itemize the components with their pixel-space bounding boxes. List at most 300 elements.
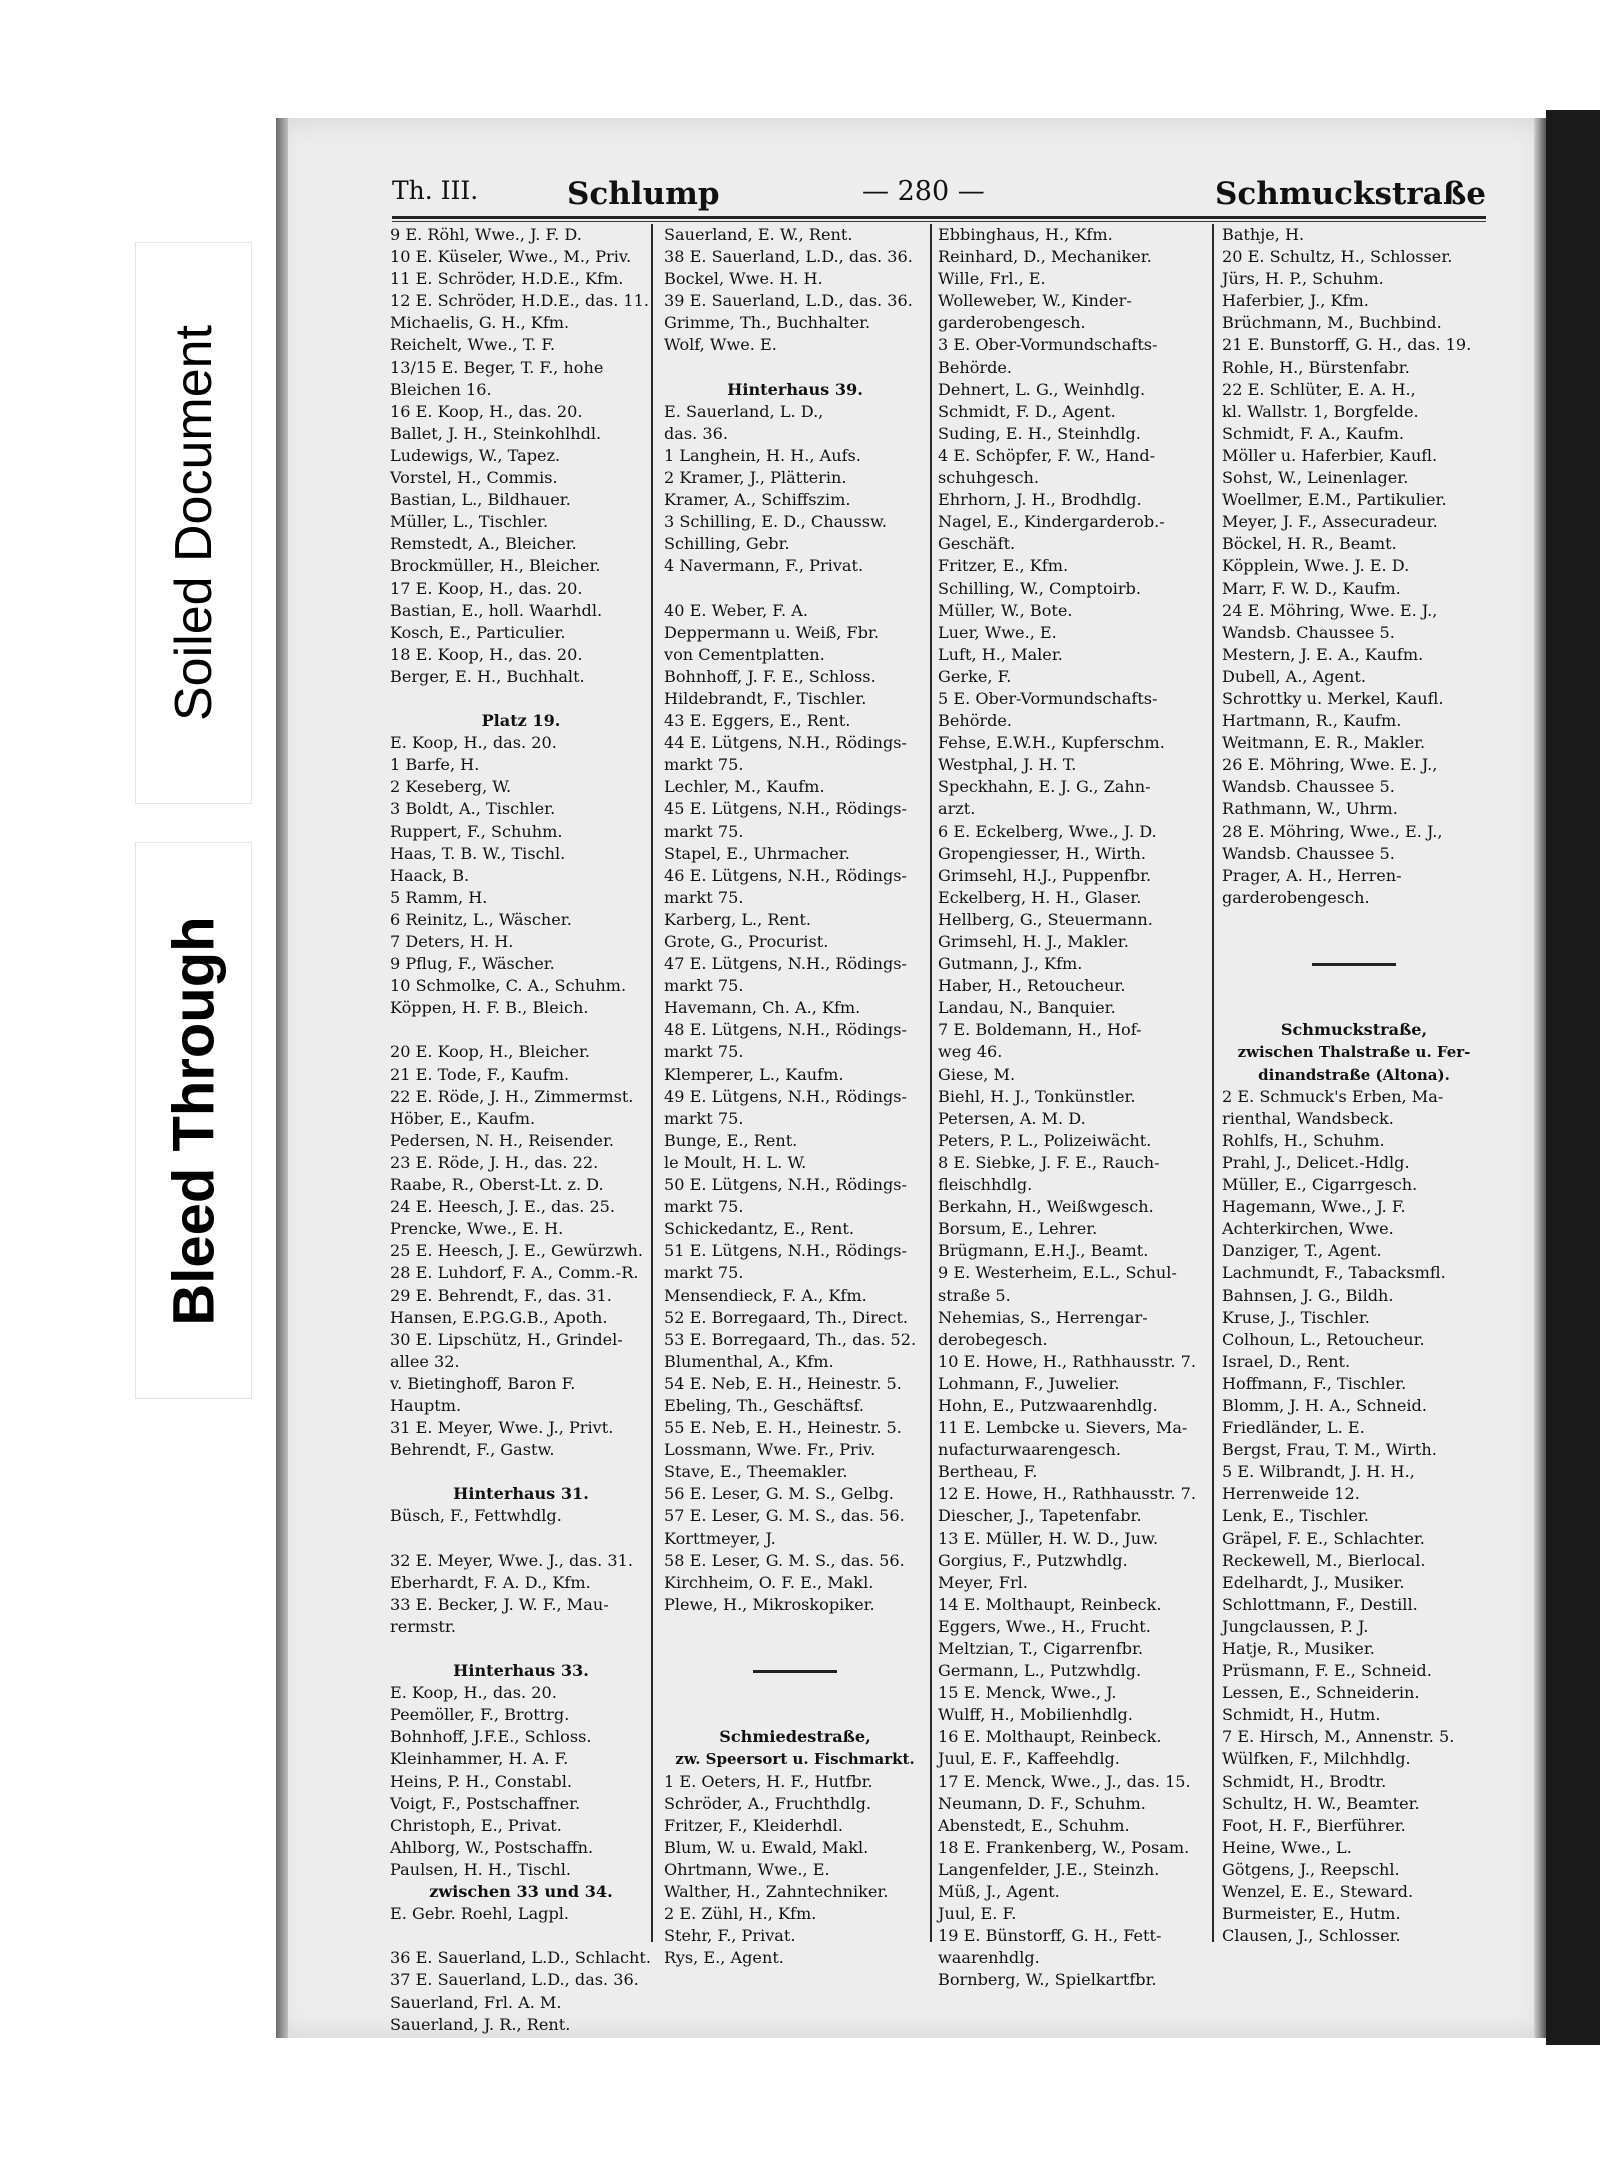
directory-entry: 10 E. Küseler, Wwe., M., Priv. bbox=[390, 247, 632, 267]
directory-entry: 10 E. Howe, H., Rathhausstr. 7. bbox=[938, 1351, 1196, 1371]
directory-entry: markt 75. bbox=[664, 821, 744, 841]
directory-entry: 18 E. Frankenberg, W., Posam. bbox=[938, 1837, 1190, 1857]
directory-entry: Hansen, E.P.G.G.B., Apoth. bbox=[390, 1307, 608, 1327]
directory-entry: Wülfken, F., Milchhdlg. bbox=[1222, 1749, 1411, 1769]
directory-entry: Wille, Frl., E. bbox=[938, 269, 1046, 289]
directory-entry: Suding, E. H., Steinhdlg. bbox=[938, 423, 1141, 443]
directory-entry: Müller, W., Bote. bbox=[938, 600, 1073, 620]
directory-entry: 31 E. Meyer, Wwe. J., Privt. bbox=[390, 1418, 614, 1438]
directory-entry: Voigt, F., Postschaffner. bbox=[390, 1793, 581, 1813]
directory-entry: markt 75. bbox=[664, 1042, 744, 1062]
directory-entry: 25 E. Heesch, J. E., Gewürzwh. bbox=[390, 1241, 644, 1261]
directory-entry: Sohst, W., Leinenlager. bbox=[1222, 468, 1409, 488]
directory-entry: 2 Kramer, J., Plätterin. bbox=[664, 468, 847, 488]
directory-entry: Behörde. bbox=[938, 357, 1013, 377]
directory-entry: Israel, D., Rent. bbox=[1222, 1351, 1351, 1371]
directory-entry: Stave, E., Theemakler. bbox=[664, 1462, 848, 1482]
directory-entry: markt 75. bbox=[664, 1197, 744, 1217]
directory-entry: Marr, F. W. D., Kaufm. bbox=[1222, 578, 1401, 598]
section-separator bbox=[664, 1660, 926, 1682]
directory-entry: Hartmann, R., Kaufm. bbox=[1222, 711, 1402, 731]
directory-entry: Paulsen, H. H., Tischl. bbox=[390, 1859, 572, 1879]
directory-entry: Höber, E., Kaufm. bbox=[390, 1108, 536, 1128]
directory-entry: Fehse, E.W.H., Kupferschm. bbox=[938, 733, 1165, 753]
directory-entry: 20 E. Schultz, H., Schlosser. bbox=[1222, 247, 1453, 267]
directory-entry: Brügmann, E.H.J., Beamt. bbox=[938, 1241, 1149, 1261]
page-number: — 280 — bbox=[862, 176, 985, 207]
directory-entry: 1 Barfe, H. bbox=[390, 755, 480, 775]
directory-entry: Deppermann u. Weiß, Fbr. bbox=[664, 622, 879, 642]
directory-entry: 26 E. Möhring, Wwe. E. J., bbox=[1222, 755, 1438, 775]
directory-entry: 4 Navermann, F., Privat. bbox=[664, 556, 864, 576]
directory-entry: Gorgius, F., Putzwhdlg. bbox=[938, 1550, 1128, 1570]
directory-entry: Heine, Wwe., L. bbox=[1222, 1837, 1352, 1857]
section-heading: Platz 19. bbox=[481, 711, 561, 731]
directory-entry: E. Koop, H., das. 20. bbox=[390, 733, 557, 753]
directory-entry: Neumann, D. F., Schuhm. bbox=[938, 1793, 1146, 1813]
directory-entry: Schrottky u. Merkel, Kaufl. bbox=[1222, 688, 1444, 708]
directory-entry: Germann, L., Putzwhdlg. bbox=[938, 1661, 1142, 1681]
directory-entry: Reinhard, D., Mechaniker. bbox=[938, 247, 1152, 267]
directory-entry: 13 E. Müller, H. W. D., Juw. bbox=[938, 1528, 1159, 1548]
directory-entry: 8 E. Siebke, J. F. E., Rauch- bbox=[938, 1152, 1160, 1172]
directory-entry: Prager, A. H., Herren- bbox=[1222, 865, 1402, 885]
directory-entry: das. 36. bbox=[664, 423, 728, 443]
directory-entry: von Cementplatten. bbox=[664, 644, 825, 664]
directory-entry: 12 E. Schröder, H.D.E., das. 11. bbox=[390, 291, 650, 311]
section-separator bbox=[1222, 953, 1486, 975]
directory-entry: Heins, P. H., Constabl. bbox=[390, 1771, 572, 1791]
book-spine bbox=[1546, 110, 1600, 2045]
directory-entry: Plewe, H., Mikroskopiker. bbox=[664, 1594, 875, 1614]
directory-entry: Stehr, F., Privat. bbox=[664, 1926, 796, 1946]
directory-entry: 4 E. Schöpfer, F. W., Hand- bbox=[938, 445, 1156, 465]
directory-entry: 36 E. Sauerland, L.D., Schlacht. bbox=[390, 1948, 652, 1968]
directory-entry: Behörde. bbox=[938, 711, 1013, 731]
directory-entry: Sauerland, E. W., Rent. bbox=[664, 225, 853, 244]
directory-entry: Rys, E., Agent. bbox=[664, 1948, 784, 1968]
directory-entry: Havemann, Ch. A., Kfm. bbox=[664, 998, 861, 1018]
directory-entry: 7 E. Hirsch, M., Annenstr. 5. bbox=[1222, 1727, 1455, 1747]
directory-entry: Eggers, Wwe., H., Frucht. bbox=[938, 1616, 1151, 1636]
directory-entry: Bahnsen, J. G., Bildh. bbox=[1222, 1285, 1394, 1305]
directory-entry: Diescher, J., Tapetenfabr. bbox=[938, 1506, 1142, 1526]
directory-entry: Haack, B. bbox=[390, 865, 470, 885]
directory-entry: Köppen, H. F. B., Bleich. bbox=[390, 998, 589, 1018]
directory-entry: 11 E. Lembcke u. Sievers, Ma- bbox=[938, 1418, 1188, 1438]
directory-entry: Möller u. Haferbier, Kaufl. bbox=[1222, 445, 1438, 465]
directory-entry: 58 E. Leser, G. M. S., das. 56. bbox=[664, 1550, 905, 1570]
directory-entry: Bergst, Frau, T. M., Wirth. bbox=[1222, 1440, 1437, 1460]
directory-entry: Edelhardt, J., Musiker. bbox=[1222, 1572, 1405, 1592]
directory-entry: Achterkirchen, Wwe. bbox=[1222, 1219, 1394, 1239]
directory-entry: Ahlborg, W., Postschaffn. bbox=[390, 1837, 594, 1857]
directory-entry: 18 E. Koop, H., das. 20. bbox=[390, 644, 583, 664]
directory-entry: 5 E. Ober-Vormundschafts- bbox=[938, 688, 1158, 708]
section-heading: zwischen 33 und 34. bbox=[429, 1882, 613, 1902]
directory-entry: 52 E. Borregaard, Th., Direct. bbox=[664, 1307, 909, 1327]
directory-entry: Ohrtmann, Wwe., E. bbox=[664, 1859, 830, 1879]
directory-entry: Gräpel, F. E., Schlachter. bbox=[1222, 1528, 1425, 1548]
directory-entry: Bunge, E., Rent. bbox=[664, 1130, 798, 1150]
directory-entry: Büsch, F., Fettwhdlg. bbox=[390, 1506, 562, 1526]
directory-entry: Schmidt, F. A., Kaufm. bbox=[1222, 423, 1404, 443]
directory-entry: Rathmann, W., Uhrm. bbox=[1222, 799, 1398, 819]
blank-line bbox=[390, 1019, 652, 1041]
directory-entry: 9 Pflug, F., Wäscher. bbox=[390, 954, 555, 974]
bleed-through-label-box bbox=[135, 842, 252, 1399]
directory-entry: 39 E. Sauerland, L.D., das. 36. bbox=[664, 291, 913, 311]
directory-entry: Giese, M. bbox=[938, 1064, 1016, 1084]
directory-entry: kl. Wallstr. 1, Borgfelde. bbox=[1222, 401, 1419, 421]
blank-line bbox=[390, 1925, 652, 1947]
directory-entry: Westphal, J. H. T. bbox=[938, 755, 1077, 775]
directory-entry: Blomm, J. H. A., Schneid. bbox=[1222, 1395, 1427, 1415]
directory-entry: Lohmann, F., Juwelier. bbox=[938, 1373, 1120, 1393]
directory-entry: Hoffmann, F., Tischler. bbox=[1222, 1373, 1407, 1393]
directory-entry: Lessen, E., Schneiderin. bbox=[1222, 1683, 1420, 1703]
directory-entry: Ruppert, F., Schuhm. bbox=[390, 821, 563, 841]
directory-entry: 21 E. Tode, F., Kaufm. bbox=[390, 1064, 570, 1084]
directory-entry: Blum, W. u. Ewald, Makl. bbox=[664, 1837, 869, 1857]
directory-entry: Grimsehl, H. J., Makler. bbox=[938, 932, 1129, 951]
directory-entry: Nehemias, S., Herrengar- bbox=[938, 1307, 1148, 1327]
directory-entry: 2 E. Schmuck's Erben, Ma- bbox=[1222, 1086, 1444, 1106]
directory-entry: 43 E. Eggers, E., Rent. bbox=[664, 711, 851, 731]
directory-entry: straße 5. bbox=[938, 1285, 1011, 1305]
directory-entry: Walther, H., Zahntechniker. bbox=[664, 1882, 889, 1902]
directory-entry: 23 E. Röde, J. H., das. 22. bbox=[390, 1152, 599, 1172]
directory-entry: Bastian, E., holl. Waarhdl. bbox=[390, 600, 603, 620]
directory-entry: v. Bietinghoff, Baron F. bbox=[390, 1373, 576, 1393]
blank-line bbox=[664, 1616, 926, 1638]
directory-entry: Berger, E. H., Buchhalt. bbox=[390, 666, 585, 686]
directory-entry: Korttmeyer, J. bbox=[664, 1528, 776, 1548]
directory-entry: waarenhdlg. bbox=[938, 1948, 1040, 1968]
directory-entry: 20 E. Koop, H., Bleicher. bbox=[390, 1042, 591, 1062]
directory-entry: 21 E. Bunstorff, G. H., das. 19. bbox=[1222, 335, 1472, 355]
directory-entry: 47 E. Lütgens, N.H., Rödings- bbox=[664, 954, 907, 974]
directory-entry: 10 Schmolke, C. A., Schuhm. bbox=[390, 976, 627, 996]
directory-entry: garderobengesch. bbox=[938, 313, 1086, 333]
directory-entry: 24 E. Möhring, Wwe. E. J., bbox=[1222, 600, 1438, 620]
right-running-title: Schmuckstraße bbox=[1215, 176, 1486, 212]
directory-entry: Berkahn, H., Weißwgesch. bbox=[938, 1197, 1154, 1217]
blank-line bbox=[664, 1638, 926, 1660]
directory-entry: nufacturwaarengesch. bbox=[938, 1440, 1121, 1460]
directory-entry: arzt. bbox=[938, 799, 976, 819]
directory-entry: 28 E. Möhring, Wwe., E. J., bbox=[1222, 821, 1443, 841]
directory-entry: 1 Langhein, H. H., Aufs. bbox=[664, 445, 861, 465]
directory-column-3 bbox=[938, 224, 1200, 1990]
directory-entry: Biehl, H. J., Tonkünstler. bbox=[938, 1086, 1136, 1106]
directory-entry: Jürs, H. P., Schuhm. bbox=[1222, 269, 1384, 289]
directory-entry: Nagel, E., Kindergarderob.- bbox=[938, 512, 1165, 532]
directory-entry: Schröder, A., Fruchthdlg. bbox=[664, 1793, 872, 1813]
directory-entry: Meyer, J. F., Assecuradeur. bbox=[1222, 512, 1438, 532]
directory-entry: 44 E. Lütgens, N.H., Rödings- bbox=[664, 733, 907, 753]
directory-entry: weg 46. bbox=[938, 1042, 1003, 1062]
directory-entry: Prüsmann, F. E., Schneid. bbox=[1222, 1661, 1432, 1681]
directory-entry: Borsum, E., Lehrer. bbox=[938, 1219, 1098, 1239]
directory-entry: Landau, N., Banquier. bbox=[938, 998, 1116, 1018]
directory-entry: 22 E. Röde, J. H., Zimmermst. bbox=[390, 1086, 634, 1106]
directory-entry: 29 E. Behrendt, F., das. 31. bbox=[390, 1285, 612, 1305]
volume-label: Th. III. bbox=[392, 176, 479, 205]
directory-column-4 bbox=[1222, 224, 1486, 1946]
header-rule bbox=[392, 216, 1486, 219]
directory-entry: 3 Schilling, E. D., Chaussw. bbox=[664, 512, 888, 532]
directory-entry: 51 E. Lütgens, N.H., Rödings- bbox=[664, 1241, 907, 1261]
directory-entry: Ludewigs, W., Tapez. bbox=[390, 445, 561, 465]
directory-entry: Peters, P. L., Polizeiwächt. bbox=[938, 1130, 1152, 1150]
soiled-document-label: Soiled Document bbox=[164, 325, 223, 721]
directory-entry: 48 E. Lütgens, N.H., Rödings- bbox=[664, 1020, 907, 1040]
directory-entry: Kirchheim, O. F. E., Makl. bbox=[664, 1572, 874, 1592]
page-header bbox=[392, 176, 1486, 214]
directory-entry: 14 E. Molthaupt, Reinbeck. bbox=[938, 1594, 1162, 1614]
blank-line bbox=[390, 688, 652, 710]
directory-entry: Luft, H., Maler. bbox=[938, 644, 1063, 664]
directory-entry: Clausen, J., Schlosser. bbox=[1222, 1926, 1401, 1946]
directory-entry: Wandsb. Chaussee 5. bbox=[1222, 843, 1395, 863]
directory-entry: 2 E. Zühl, H., Kfm. bbox=[664, 1904, 817, 1924]
directory-entry: Eckelberg, H. H., Glaser. bbox=[938, 887, 1142, 907]
directory-entry: 53 E. Borregaard, Th., das. 52. bbox=[664, 1329, 917, 1349]
section-subheading: zwischen Thalstraße u. Fer- bbox=[1237, 1043, 1471, 1062]
directory-entry: Böckel, H. R., Beamt. bbox=[1222, 534, 1397, 554]
directory-entry: Petersen, A. M. D. bbox=[938, 1108, 1086, 1128]
directory-entry: 30 E. Lipschütz, H., Grindel- bbox=[390, 1329, 623, 1349]
directory-entry: Karberg, L., Rent. bbox=[664, 909, 811, 929]
directory-entry: 3 E. Ober-Vormundschafts- bbox=[938, 335, 1158, 355]
directory-entry: Meltzian, T., Cigarrenfbr. bbox=[938, 1639, 1144, 1658]
directory-entry: Stapel, E., Uhrmacher. bbox=[664, 843, 850, 863]
directory-entry: Bornberg, W., Spielkartfbr. bbox=[938, 1970, 1157, 1990]
directory-entry: Dehnert, L. G., Weinhdlg. bbox=[938, 379, 1146, 399]
directory-entry: 17 E. Koop, H., das. 20. bbox=[390, 578, 583, 598]
directory-entry: Haas, T. B. W., Tischl. bbox=[390, 843, 566, 863]
directory-entry: Pedersen, N. H., Reisender. bbox=[390, 1130, 614, 1150]
directory-entry: allee 32. bbox=[390, 1351, 460, 1371]
directory-entry: Müller, E., Cigarrgesch. bbox=[1222, 1175, 1418, 1195]
directory-entry: Köpplein, Wwe. J. E. D. bbox=[1222, 556, 1410, 576]
directory-entry: Dubell, A., Agent. bbox=[1222, 666, 1366, 686]
directory-entry: Brockmüller, H., Bleicher. bbox=[390, 556, 601, 576]
directory-entry: Eberhardt, F. A. D., Kfm. bbox=[390, 1572, 591, 1592]
directory-entry: Abenstedt, E., Schuhm. bbox=[938, 1815, 1130, 1835]
directory-entry: Behrendt, F., Gastw. bbox=[390, 1440, 555, 1460]
directory-entry: 54 E. Neb, E. H., Heinestr. 5. bbox=[664, 1373, 902, 1393]
directory-entry: 5 Ramm, H. bbox=[390, 887, 488, 907]
directory-entry: Colhoun, L., Retoucheur. bbox=[1222, 1329, 1425, 1349]
column-divider bbox=[651, 224, 653, 1942]
directory-entry: 6 E. Eckelberg, Wwe., J. D. bbox=[938, 821, 1157, 841]
directory-entry: markt 75. bbox=[664, 1108, 744, 1128]
directory-entry: Juul, E. F. bbox=[938, 1904, 1017, 1924]
page-edge-left bbox=[276, 118, 288, 2038]
directory-entry: le Moult, H. L. W. bbox=[664, 1152, 807, 1172]
section-heading: Hinterhaus 31. bbox=[453, 1484, 589, 1504]
directory-entry: Bohnhoff, J. F. E., Schloss. bbox=[664, 666, 876, 686]
directory-entry: Herrenweide 12. bbox=[1222, 1484, 1360, 1504]
directory-entry: 1 E. Oeters, H. F., Hutfbr. bbox=[664, 1771, 873, 1791]
column-divider bbox=[1212, 224, 1214, 1942]
directory-entry: Kosch, E., Particulier. bbox=[390, 622, 566, 642]
directory-entry: 9 E. Westerheim, E.L., Schul- bbox=[938, 1263, 1177, 1283]
directory-entry: Kramer, A., Schiffszim. bbox=[664, 490, 851, 510]
directory-entry: Wandsb. Chaussee 5. bbox=[1222, 622, 1395, 642]
blank-line bbox=[1222, 909, 1486, 931]
section-subheading: zw. Speersort u. Fischmarkt. bbox=[675, 1750, 915, 1769]
directory-entry: Vorstel, H., Commis. bbox=[390, 468, 558, 488]
directory-entry: Luer, Wwe., E. bbox=[938, 622, 1057, 642]
directory-entry: Jungclaussen, P. J. bbox=[1222, 1616, 1369, 1636]
directory-entry: 55 E. Neb, E. H., Heinestr. 5. bbox=[664, 1418, 902, 1438]
directory-entry: Schmidt, H., Brodtr. bbox=[1222, 1771, 1387, 1791]
directory-entry: Lachmundt, F., Tabacksmfl. bbox=[1222, 1263, 1446, 1283]
blank-line bbox=[1222, 997, 1486, 1019]
directory-entry: 16 E. Koop, H., das. 20. bbox=[390, 401, 583, 421]
column-divider bbox=[930, 224, 932, 1942]
directory-entry: 11 E. Schröder, H.D.E., Kfm. bbox=[390, 269, 624, 289]
directory-entry: Schickedantz, E., Rent. bbox=[664, 1219, 854, 1239]
directory-entry: Mensendieck, F. A., Kfm. bbox=[664, 1285, 867, 1305]
directory-entry: 17 E. Menck, Wwe., J., das. 15. bbox=[938, 1771, 1191, 1791]
directory-column-2 bbox=[664, 224, 926, 1968]
directory-entry: Speckhahn, E. J. G., Zahn- bbox=[938, 777, 1151, 797]
directory-entry: 49 E. Lütgens, N.H., Rödings- bbox=[664, 1086, 907, 1106]
directory-entry: 38 E. Sauerland, L.D., das. 36. bbox=[664, 247, 913, 267]
directory-entry: 33 E. Becker, J. W. F., Mau- bbox=[390, 1594, 609, 1614]
blank-line bbox=[664, 357, 926, 379]
directory-entry: 22 E. Schlüter, E. A. H., bbox=[1222, 379, 1416, 399]
directory-entry: Remstedt, A., Bleicher. bbox=[390, 534, 577, 554]
directory-entry: Klemperer, L., Kaufm. bbox=[664, 1064, 844, 1084]
directory-entry: rermstr. bbox=[390, 1616, 456, 1636]
section-heading: Schmiedestraße, bbox=[719, 1727, 871, 1747]
directory-entry: Reichelt, Wwe., T. F. bbox=[390, 335, 556, 355]
directory-entry: Grimme, Th., Buchhalter. bbox=[664, 313, 871, 333]
directory-entry: 57 E. Leser, G. M. S., das. 56. bbox=[664, 1506, 905, 1526]
directory-entry: Schmidt, F. D., Agent. bbox=[938, 401, 1116, 421]
directory-entry: Haber, H., Retoucheur. bbox=[938, 976, 1126, 996]
directory-entry: garderobengesch. bbox=[1222, 887, 1370, 907]
directory-entry: 9 E. Röhl, Wwe., J. F. D. bbox=[390, 225, 582, 244]
directory-entry: markt 75. bbox=[664, 976, 744, 996]
section-heading: Hinterhaus 33. bbox=[453, 1661, 589, 1681]
directory-entry: Brüchmann, M., Buchbind. bbox=[1222, 313, 1442, 333]
directory-entry: Danziger, T., Agent. bbox=[1222, 1241, 1382, 1261]
directory-entry: Reckewell, M., Bierlocal. bbox=[1222, 1550, 1426, 1570]
directory-entry: 40 E. Weber, F. A. bbox=[664, 600, 808, 620]
directory-entry: Hagemann, Wwe., J. F. bbox=[1222, 1197, 1406, 1217]
directory-entry: Sauerland, J. R., Rent. bbox=[390, 2014, 571, 2034]
directory-entry: 12 E. Howe, H., Rathhausstr. 7. bbox=[938, 1484, 1196, 1504]
directory-entry: Prencke, Wwe., E. H. bbox=[390, 1219, 564, 1239]
directory-entry: rienthal, Wandsbeck. bbox=[1222, 1108, 1394, 1128]
directory-entry: 2 Keseberg, W. bbox=[390, 777, 512, 797]
directory-entry: Wenzel, E. E., Steward. bbox=[1222, 1882, 1414, 1902]
directory-entry: 13/15 E. Beger, T. F., hohe bbox=[390, 357, 604, 377]
directory-entry: Hauptm. bbox=[390, 1395, 462, 1415]
directory-entry: Lechler, M., Kaufm. bbox=[664, 777, 825, 797]
directory-entry: Hellberg, G., Steuermann. bbox=[938, 909, 1153, 929]
directory-entry: 24 E. Heesch, J. E., das. 25. bbox=[390, 1197, 616, 1217]
directory-entry: Meyer, Frl. bbox=[938, 1572, 1028, 1592]
directory-entry: Bastian, L., Bildhauer. bbox=[390, 490, 571, 510]
directory-entry: Fritzer, E., Kfm. bbox=[938, 556, 1069, 576]
directory-entry: Bleichen 16. bbox=[390, 379, 492, 399]
directory-entry: Müß, J., Agent. bbox=[938, 1882, 1060, 1902]
directory-entry: Michaelis, G. H., Kfm. bbox=[390, 313, 570, 333]
directory-entry: Schmidt, H., Hutm. bbox=[1222, 1705, 1381, 1725]
directory-entry: Schilling, Gebr. bbox=[664, 534, 790, 554]
directory-entry: Wulff, H., Mobilienhdlg. bbox=[938, 1705, 1133, 1725]
section-subheading: dinandstraße (Altona). bbox=[1258, 1065, 1450, 1084]
soiled-document-label-box bbox=[135, 242, 252, 804]
blank-line bbox=[390, 1461, 652, 1483]
directory-entry: 7 E. Boldemann, H., Hof- bbox=[938, 1020, 1142, 1040]
directory-entry: Hatje, R., Musiker. bbox=[1222, 1639, 1375, 1658]
directory-entry: E. Koop, H., das. 20. bbox=[390, 1683, 557, 1703]
directory-entry: Ballet, J. H., Steinkohlhdl. bbox=[390, 423, 602, 443]
directory-entry: markt 75. bbox=[664, 1263, 744, 1283]
directory-entry: 28 E. Luhdorf, F. A., Comm.-R. bbox=[390, 1263, 639, 1283]
directory-entry: 6 Reinitz, L., Wäscher. bbox=[390, 909, 572, 929]
directory-entry: fleischhdlg. bbox=[938, 1175, 1033, 1195]
directory-column-1 bbox=[390, 224, 652, 2034]
section-heading: Schmuckstraße, bbox=[1280, 1020, 1428, 1040]
directory-entry: E. Sauerland, L. D., bbox=[664, 401, 824, 421]
directory-entry: Ebeling, Th., Geschäftsf. bbox=[664, 1395, 865, 1415]
blank-line bbox=[390, 1638, 652, 1660]
directory-entry: Hohn, E., Putzwaarenhdlg. bbox=[938, 1395, 1158, 1415]
left-running-title: Schlump bbox=[567, 176, 720, 212]
directory-entry: Ebbinghaus, H., Kfm. bbox=[938, 225, 1113, 244]
blank-line bbox=[664, 1682, 926, 1704]
directory-entry: Lossmann, Wwe. Fr., Priv. bbox=[664, 1440, 876, 1460]
directory-entry: 46 E. Lütgens, N.H., Rödings- bbox=[664, 865, 907, 885]
directory-entry: Rohle, H., Bürstenfabr. bbox=[1222, 357, 1410, 377]
directory-entry: Grote, G., Procurist. bbox=[664, 932, 829, 951]
page-edge-right bbox=[1534, 118, 1546, 2038]
directory-entry: Bohnhoff, J.F.E., Schloss. bbox=[390, 1727, 592, 1747]
directory-entry: Gropengiesser, H., Wirth. bbox=[938, 843, 1147, 863]
directory-entry: Juul, E. F., Kaffeehdlg. bbox=[938, 1749, 1120, 1769]
directory-entry: Bockel, Wwe. H. H. bbox=[664, 269, 823, 289]
directory-entry: E. Gebr. Roehl, Lagpl. bbox=[390, 1904, 570, 1924]
directory-entry: Fritzer, F., Kleiderhdl. bbox=[664, 1815, 843, 1835]
blank-line bbox=[390, 1528, 652, 1550]
directory-entry: Gutmann, J., Kfm. bbox=[938, 954, 1083, 974]
directory-entry: Gerke, F. bbox=[938, 666, 1012, 686]
directory-entry: Prahl, J., Delicet.-Hdlg. bbox=[1222, 1152, 1410, 1172]
directory-entry: Foot, H. F., Bierführer. bbox=[1222, 1815, 1406, 1835]
directory-entry: Mestern, J. E. A., Kaufm. bbox=[1222, 644, 1424, 664]
blank-line bbox=[664, 1704, 926, 1726]
directory-entry: 3 Boldt, A., Tischler. bbox=[390, 799, 556, 819]
directory-entry: Müller, L., Tischler. bbox=[390, 512, 549, 532]
section-heading: Hinterhaus 39. bbox=[727, 379, 863, 399]
directory-entry: markt 75. bbox=[664, 755, 744, 775]
directory-entry: Peemöller, F., Brottrg. bbox=[390, 1705, 570, 1725]
directory-entry: 7 Deters, H. H. bbox=[390, 932, 514, 951]
directory-entry: 19 E. Bünstorff, G. H., Fett- bbox=[938, 1926, 1162, 1946]
directory-entry: Wolf, Wwe. E. bbox=[664, 335, 777, 355]
directory-entry: Burmeister, E., Hutm. bbox=[1222, 1904, 1401, 1924]
directory-entry: 56 E. Leser, G. M. S., Gelbg. bbox=[664, 1484, 894, 1504]
